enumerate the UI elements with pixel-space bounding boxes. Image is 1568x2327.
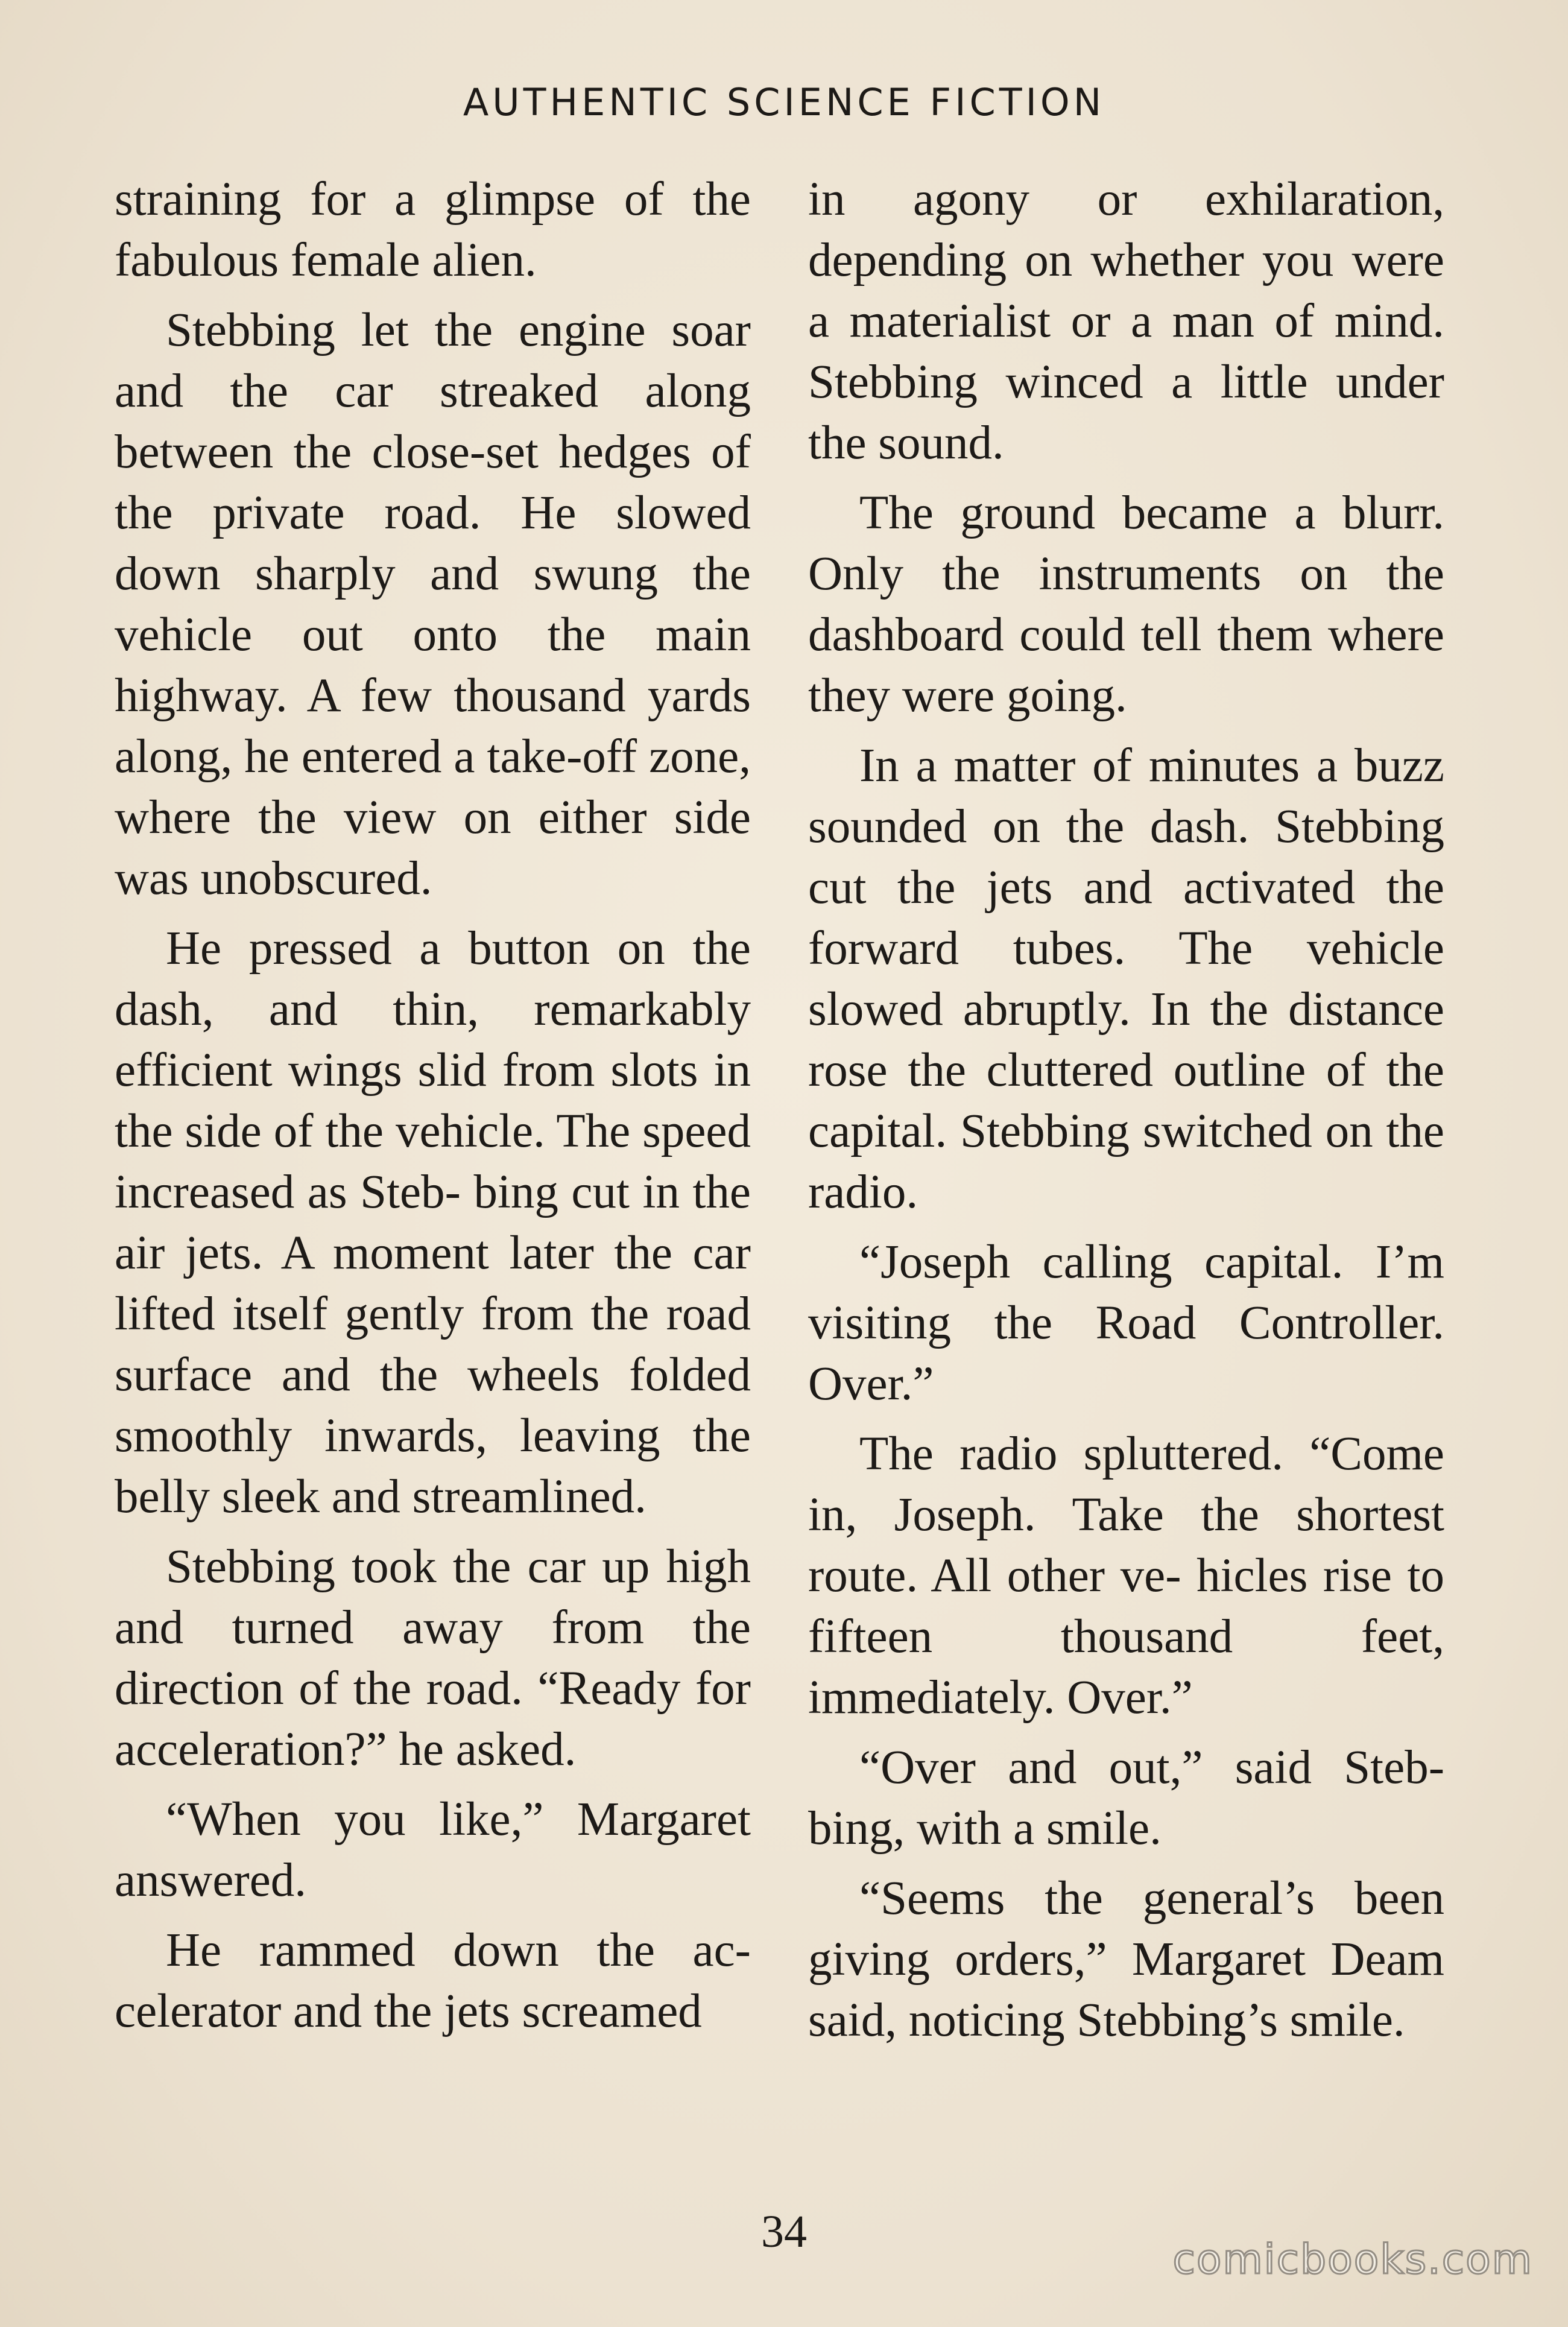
paragraph: He rammed down the ac- celerator and the jets screamed bbox=[115, 1924, 751, 2037]
paragraph: in agony or exhilaration, depending on whether you were a materialist or a man of mind. Stebbing winced a little under the sound. bbox=[808, 173, 1444, 469]
running-head: AUTHENTIC SCIENCE FICTION bbox=[463, 80, 1105, 124]
paragraph: In a matter of minutes a buzz sounded on the dash. Stebbing cut the jets and activated the forward tubes. The vehicle slowed abruptly. In the distance rose the cluttered outline of the capital. Stebbing switched on the radio. bbox=[808, 739, 1444, 1218]
right-column bbox=[808, 169, 1444, 2060]
left-column bbox=[115, 169, 751, 2051]
paragraph: He pressed a button on the dash, and thin, remarkably efficient wings slid from slots in the side of the vehicle. The speed increased as Steb- bing cut in the air jets. A moment later the car lifted itself gently from the road surface and the wheels folded smoothly inwards, leaving the belly sleek and streamlined. bbox=[115, 922, 751, 1523]
paragraph: “When you like,” Margaret answered. bbox=[115, 1793, 751, 1907]
paragraph: straining for a glimpse of the fabulous female alien. bbox=[115, 173, 751, 287]
paragraph: The radio spluttered. “Come in, Joseph. Take the shortest route. All other ve- hicles rise to fifteen thousand feet, immediately. Over.” bbox=[808, 1428, 1444, 1724]
paragraph: “Seems the general’s been giving orders,” Margaret Deam said, noticing Stebbing’s smile. bbox=[808, 1872, 1444, 2047]
watermark: comicbooks.com bbox=[1172, 2236, 1533, 2284]
paragraph: Stebbing took the car up high and turned away from the direction of the road. “Ready for acceleration?” he asked. bbox=[115, 1540, 751, 1776]
paragraph: The ground became a blurr. Only the instruments on the dashboard could tell them where they were going. bbox=[808, 487, 1444, 722]
page-number: 34 bbox=[761, 2206, 807, 2257]
paragraph: Stebbing let the engine soar and the car streaked along between the close-set hedges of the private road. He slowed down sharply and swung the vehicle out onto the main highway. A few thousand yards along, he entered a take-off zone, where the view on either side was unobscured. bbox=[115, 304, 751, 905]
paragraph: “Over and out,” said Steb- bing, with a smile. bbox=[808, 1741, 1444, 1855]
paragraph: “Joseph calling capital. I’m visiting the Road Controller. Over.” bbox=[808, 1236, 1444, 1410]
